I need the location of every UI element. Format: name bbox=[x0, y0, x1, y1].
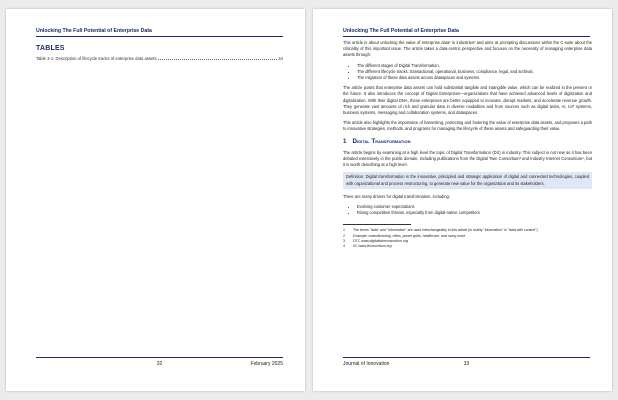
section-number: 1 bbox=[343, 137, 347, 145]
list-item: • The migration of these data assets across dataspaces and systems. bbox=[357, 75, 592, 81]
toc-entry[interactable] bbox=[36, 56, 283, 61]
footnote-text[interactable]: IIC www.iiconsortium.org bbox=[353, 244, 392, 249]
right-page bbox=[313, 9, 612, 391]
toc-entry-title: Table 3-1: Description of lifecycle tracks of enterprise data assets bbox=[36, 56, 157, 61]
footnote-mark: 2 bbox=[343, 233, 345, 238]
page-number: 33 bbox=[463, 361, 470, 367]
definition-box: Definition: Digital transformation is the innovative, principled and strategic application of digital and connected technologies, coupled with organizational and process restructuring, to generate new value for the organization and its stakeholders. bbox=[343, 172, 592, 188]
footnote-text[interactable]: DTC www.digitaltwinconsortium.org bbox=[353, 238, 409, 243]
list-item: • The different stages of Digital Transformation, bbox=[357, 63, 592, 69]
footnote bbox=[343, 244, 592, 249]
page-footer bbox=[36, 357, 283, 369]
list-item: • Rising competitive threats, especially from digital-native competitors bbox=[357, 210, 592, 216]
toc-leader-dots bbox=[158, 56, 278, 60]
paragraph: The article posits that enterprise data assets can hold substantial tangible and intangible value, which can be realized in the present or the future. It also introduces the concept of Digital Enterprises—organizations that have achieved advanced levels of digitization and digitalization. With their digital DNA, these enterprises are better equipped to innovate, disrupt markets, and accelerate revenue growth. They generate vast amounts of rich and granular data in diverse modalities and from sources such as digital twins, AI, IoT systems, business systems, messaging and collaboration systems, and dataspaces. bbox=[343, 85, 592, 116]
footnote-mark: 4 bbox=[343, 244, 345, 249]
footer-date: February 2025 bbox=[250, 361, 283, 367]
toc-entry-page: 44 bbox=[278, 56, 283, 61]
list-item: • The different lifecycle tracks: transactional, operational, business, compliance, legal, and archival, bbox=[357, 69, 592, 75]
footnote-mark: 3 bbox=[343, 238, 345, 243]
footnote-text: The terms "data" and "information" are used interchangeably in this article (in reality "information" is "data with context") bbox=[353, 228, 538, 233]
running-header: Unlocking The Full Potential of Enterprise Data bbox=[36, 28, 283, 37]
paragraph: This article also highlights the importance of harvesting, protecting and fostering the value of enterprise data assets, and proposes a path to innovative strategies, methods, and programs for managing the lifecycle of these assets and safeguarding their value. bbox=[343, 120, 592, 132]
list-item: • Evolving customer expectations bbox=[357, 204, 592, 210]
section-heading bbox=[343, 139, 592, 145]
section-title: Digital Transformation bbox=[352, 137, 411, 145]
drivers-list bbox=[343, 204, 592, 216]
paragraph: The article begins by examining at a high level the topic of Digital Transformation (DX) in industry. This subject is not new as it has been debated extensively in the public domain, including publications from the Digital Twin Consortium³ and Industry Internet Consortium⁴, but it is worth describing at a high level. bbox=[343, 149, 592, 168]
left-page bbox=[6, 9, 305, 391]
intro-paragraph: This article is about unlocking the value of enterprise data¹ in industries² and aims at prompting discussions within the C-suite about the criticality of this important issue. The article takes a data-centric perspective and focuses on the necessity of managing enterprise data assets through: bbox=[343, 40, 592, 58]
article-body bbox=[343, 40, 592, 249]
tables-heading: TABLES bbox=[36, 45, 65, 52]
stage-list bbox=[343, 63, 592, 82]
paragraph: There are many drivers for digital transformation, including: bbox=[343, 193, 450, 199]
footer-journal: Journal of Innovation bbox=[343, 361, 390, 367]
footnote-text: Example: manufacturing, cities, power grids, healthcare, and many more bbox=[353, 233, 466, 238]
page-footer bbox=[343, 357, 590, 369]
footnote-rule bbox=[343, 224, 411, 225]
running-header: Unlocking The Full Potential of Enterprise Data bbox=[343, 28, 590, 37]
page-number: 32 bbox=[156, 361, 163, 367]
footnote-mark: 1 bbox=[343, 228, 345, 233]
